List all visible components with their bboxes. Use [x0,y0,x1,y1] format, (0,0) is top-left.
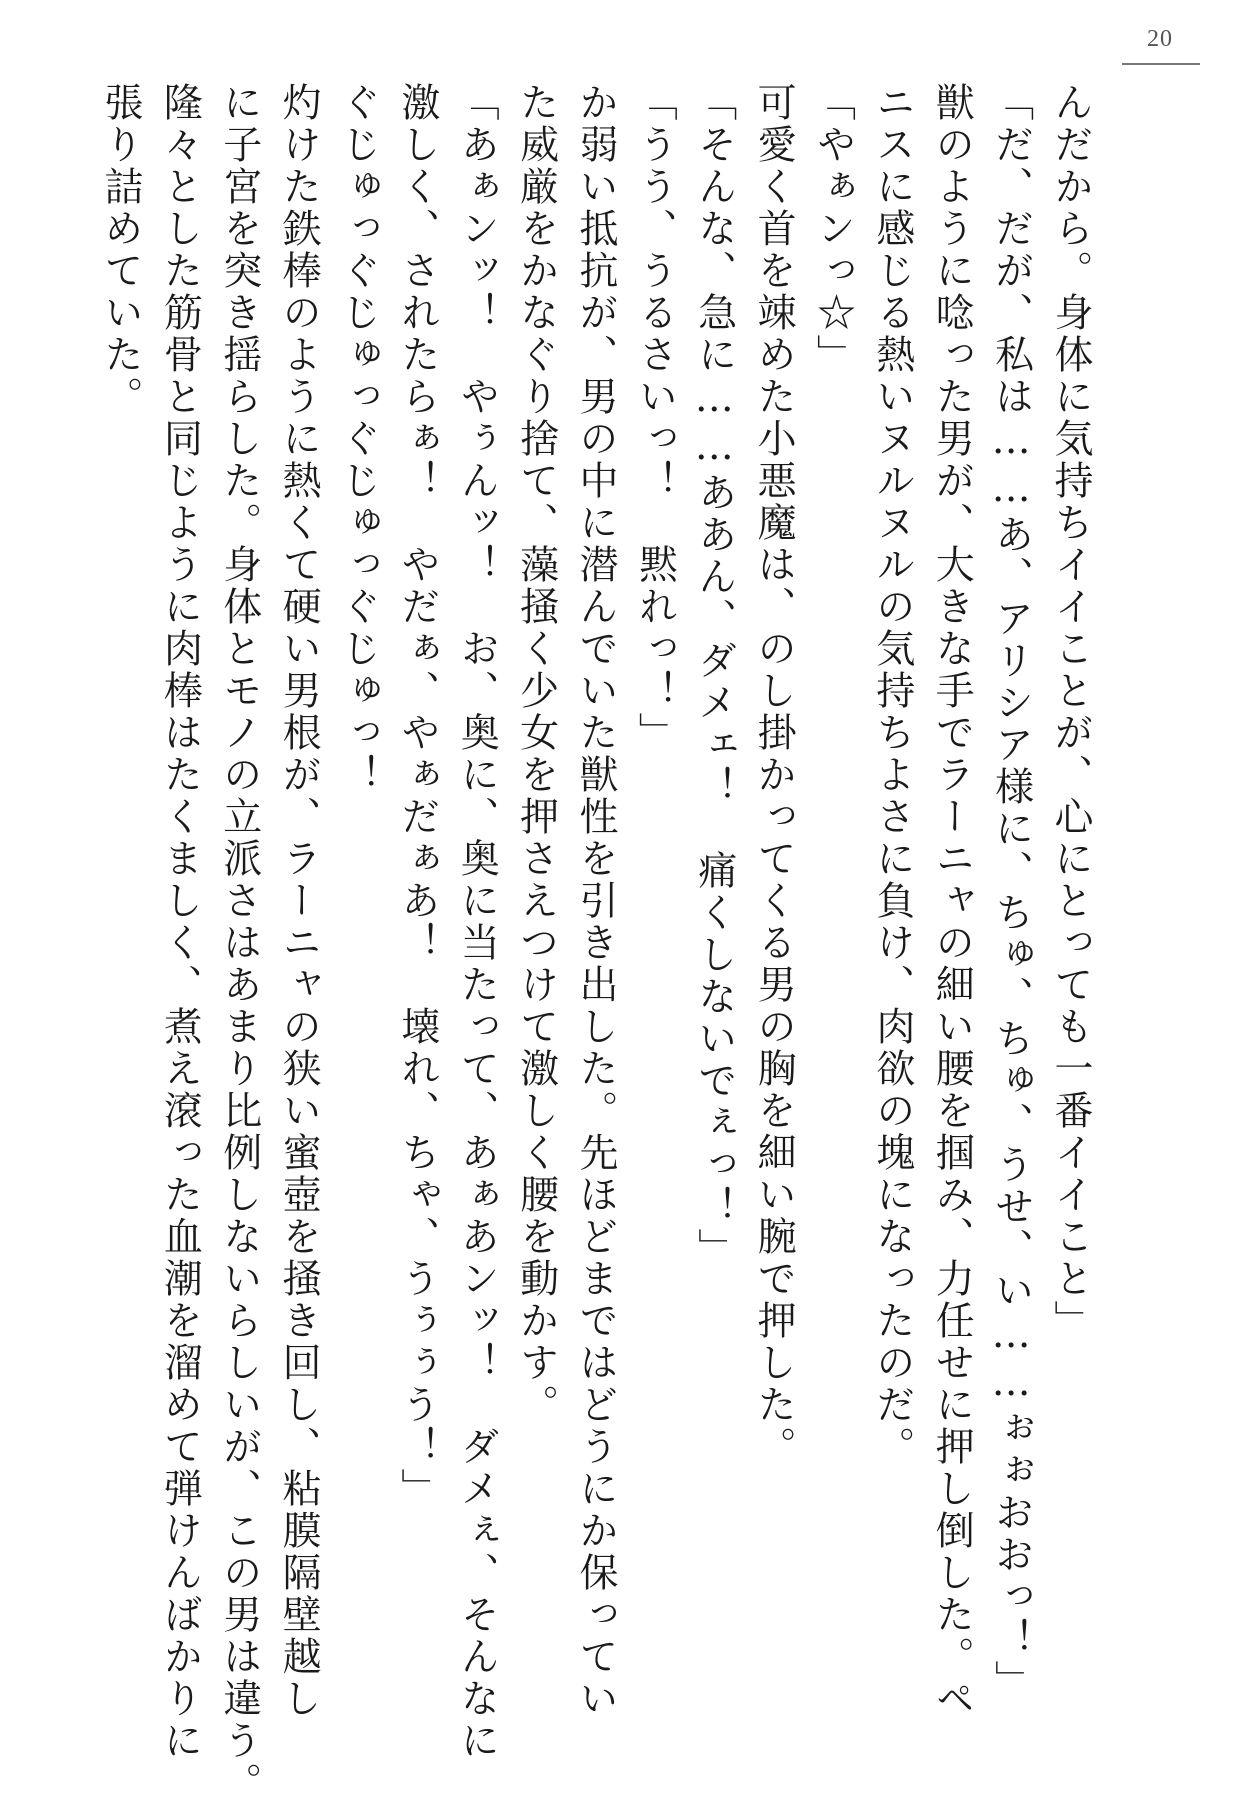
page-number-rule [1122,63,1200,65]
text-column: に子宮を突き揺らした。身体とモノの立派さはあまり比例しないらしいが、この男は違う。 [216,82,262,1804]
text-column: 「あぁンッ！ やぅんッ！ お、奥に、奥に当たって、あぁあンッ！ ダメぇ、そんなに [454,82,500,1762]
text-column: 灼けた鉄棒のように熱くて硬い男根が、ラーニャの狭い蜜壺を掻き回し、粘膜隔壁越し [276,82,322,1720]
text-column: 可愛く首を竦めた小悪魔は、のし掛かってくる男の胸を細い腕で押した。 [751,82,797,1468]
text-column: 張り詰めていた。 [98,82,143,418]
text-column: 隆々とした筋骨と同じように肉棒はたくましく、煮え滾った血潮を溜めて弾けんばかりに [157,82,203,1762]
text-column: 「だ、だが、私は……あ、アリシア様に、ちゅ、ちゅ、うせ、い……ぉぉおおっ！」 [988,82,1034,1702]
text-column: ニスに感じる熱いヌルヌルの気持ちよさに負け、肉欲の塊になったのだ。 [869,82,915,1468]
text-column: ぐじゅっぐじゅっぐじゅっぐじゅっ！ [335,82,381,796]
text-column: 獣のように唸った男が、大きな手でラーニャの細い腰を掴み、力任せに押し倒した。ペ [929,82,975,1720]
text-column: んだから。身体に気持ちイイことが、心にとっても一番イイこと」 [1048,82,1093,1342]
text-column: 「うう、うるさいっ！ 黙れっ！」 [632,82,678,754]
text-column: 「やぁンっ☆」 [810,82,856,376]
text-column: 激しく、されたらぁ！ やだぁ、やぁだぁあ！ 壊れ、ちゃ、うぅぅう！」 [394,82,440,1510]
text-column: た威厳をかなぐり捨て、藻掻く少女を押さえつけて激しく腰を動かす。 [513,82,559,1426]
text-column: 「そんな、急に……ああん、ダメェ！ 痛くしないでぇっ！」 [691,82,737,1270]
text-column: か弱い抵抗が、男の中に潜んでいた獣性を引き出した。先ほどまではどうにか保ってい [573,82,618,1720]
vertical-text-body [90,82,1093,1804]
page-number: 20 [1147,26,1173,52]
